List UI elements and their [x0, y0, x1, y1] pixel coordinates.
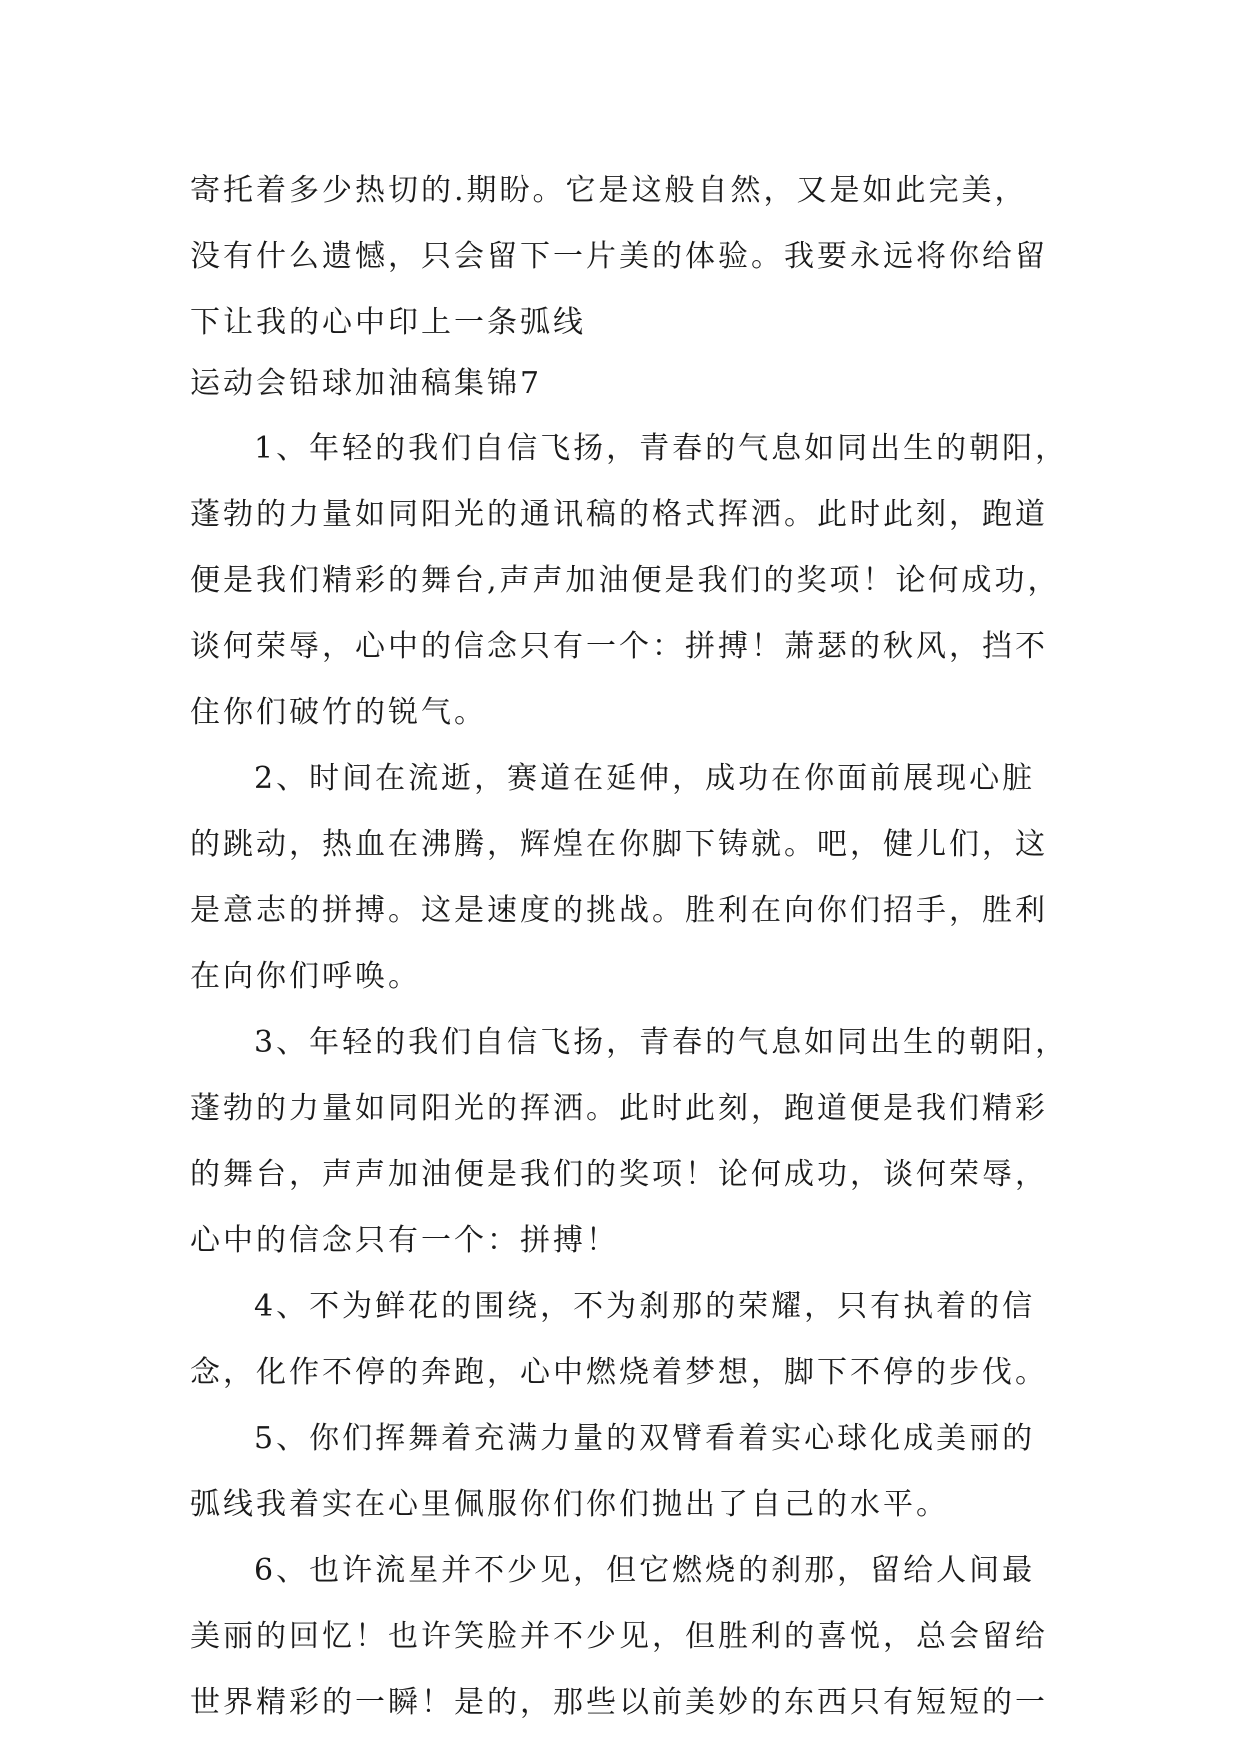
text-line: 4、不为鲜花的围绕，不为刹那的荣耀，只有执着的信 [254, 1289, 1036, 1324]
paragraph-6 [190, 1538, 1050, 1736]
text-line: 的跳动，热血在沸腾，辉煌在你脚下铸就。吧，健儿们，这 [190, 827, 1048, 862]
text-line: 6、也许流星并不少见，但它燃烧的刹那，留给人间最 [254, 1553, 1036, 1588]
text-line: 念，化作不停的奔跑，心中燃烧着梦想，脚下不停的步伐。 [190, 1355, 1048, 1390]
paragraph-3 [190, 1010, 1069, 1274]
text-line: 谈何荣辱，心中的信念只有一个：拼搏！萧瑟的秋风，挡不 [190, 629, 1048, 664]
text-line: 世界精彩的一瞬！是的，那些以前美妙的东西只有短短的一 [190, 1685, 1048, 1720]
text-line: 蓬勃的力量如同阳光的通讯稿的格式挥洒。此时此刻，跑道 [190, 497, 1048, 532]
text-line: 下让我的心中印上一条弧线 [190, 305, 586, 340]
text-line: 1、年轻的我们自信飞扬，青春的气息如同出生的朝阳， [254, 431, 1069, 466]
text-line: 3、年轻的我们自信飞扬，青春的气息如同出生的朝阳， [254, 1025, 1069, 1060]
text-line: 是意志的拼搏。这是速度的挑战。胜利在向你们招手，胜利 [190, 893, 1048, 928]
text-line: 5、你们挥舞着充满力量的双臂看着实心球化成美丽的 [254, 1421, 1036, 1456]
text-line: 的舞台，声声加油便是我们的奖项！论何成功，谈何荣辱， [190, 1157, 1048, 1192]
text-line: 便是我们精彩的舞台,声声加油便是我们的奖项！论何成功， [190, 563, 1061, 598]
text-line: 寄托着多少热切的.期盼。它是这般自然，又是如此完美， [190, 173, 1028, 208]
paragraph-1 [190, 416, 1069, 746]
document-body [190, 158, 1069, 1736]
text-line: 弧线我着实在心里佩服你们你们抛出了自己的水平。 [190, 1487, 949, 1522]
text-line: 心中的信念只有一个：拼搏！ [190, 1223, 619, 1258]
paragraph-5 [190, 1406, 1050, 1538]
intro-text [190, 158, 1050, 356]
text-line: 在向你们呼唤。 [190, 959, 421, 994]
section-heading: 运动会铅球加油稿集锦7 [190, 366, 543, 401]
text-line: 2、时间在流逝，赛道在延伸，成功在你面前展现心脏 [254, 761, 1036, 796]
paragraph-4 [190, 1274, 1050, 1406]
text-line: 蓬勃的力量如同阳光的挥洒。此时此刻，跑道便是我们精彩 [190, 1091, 1048, 1126]
text-line: 美丽的回忆！也许笑脸并不少见，但胜利的喜悦，总会留给 [190, 1619, 1048, 1654]
text-line: 住你们破竹的锐气。 [190, 695, 487, 730]
paragraph-2 [190, 746, 1050, 1010]
text-line: 没有什么遗憾，只会留下一片美的体验。我要永远将你给留 [190, 239, 1048, 274]
